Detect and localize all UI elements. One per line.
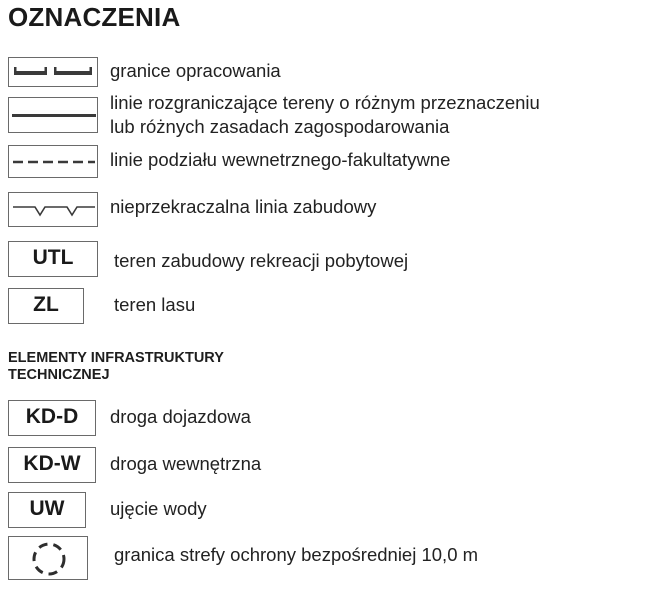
- legend-label-kdw: droga wewnętrzna: [110, 453, 262, 474]
- solid-line-icon: [8, 97, 98, 133]
- code-kdd: KD-D: [25, 405, 79, 428]
- page-title: OZNACZENIA: [8, 2, 181, 32]
- section-heading-line-2: TECHNICZNEJ: [8, 367, 110, 383]
- dashed-line-icon: [8, 145, 98, 178]
- legend-label-internal-division: linie podziału wewnetrznego-fakultatywne: [110, 149, 451, 170]
- legend-label-boundary: granice opracowania: [110, 60, 281, 81]
- dashed-boundary-icon: [8, 57, 98, 87]
- legend-label-protection-zone: granica strefy ochrony bezpośredniej 10,0 m: [114, 544, 479, 565]
- legend-label-uw: ujęcie wody: [110, 498, 207, 519]
- legend-label-utl: teren zabudowy rekreacji pobytowej: [114, 250, 409, 271]
- building-line-icon: [8, 192, 98, 227]
- legend-label-dividing-lines-1: linie rozgraniczające tereny o różnym przeznaczeniu: [110, 92, 540, 113]
- section-heading: [8, 350, 224, 384]
- section-heading-line-1: ELEMENTY INFRASTRUKTURY: [8, 350, 224, 366]
- code-uw: UW: [29, 497, 65, 520]
- code-utl: UTL: [32, 246, 74, 269]
- legend-label-building-line: nieprzekraczalna linia zabudowy: [110, 196, 377, 217]
- dashed-circle-icon: [8, 536, 88, 580]
- legend-label-zl: teren lasu: [114, 294, 196, 315]
- legend-label-dividing-lines-2: lub różnych zasadach zagospodarowania: [110, 116, 450, 137]
- legend-label-kdd: droga dojazdowa: [110, 406, 251, 427]
- code-kdw: KD-W: [23, 452, 81, 475]
- code-zl: ZL: [33, 293, 59, 316]
